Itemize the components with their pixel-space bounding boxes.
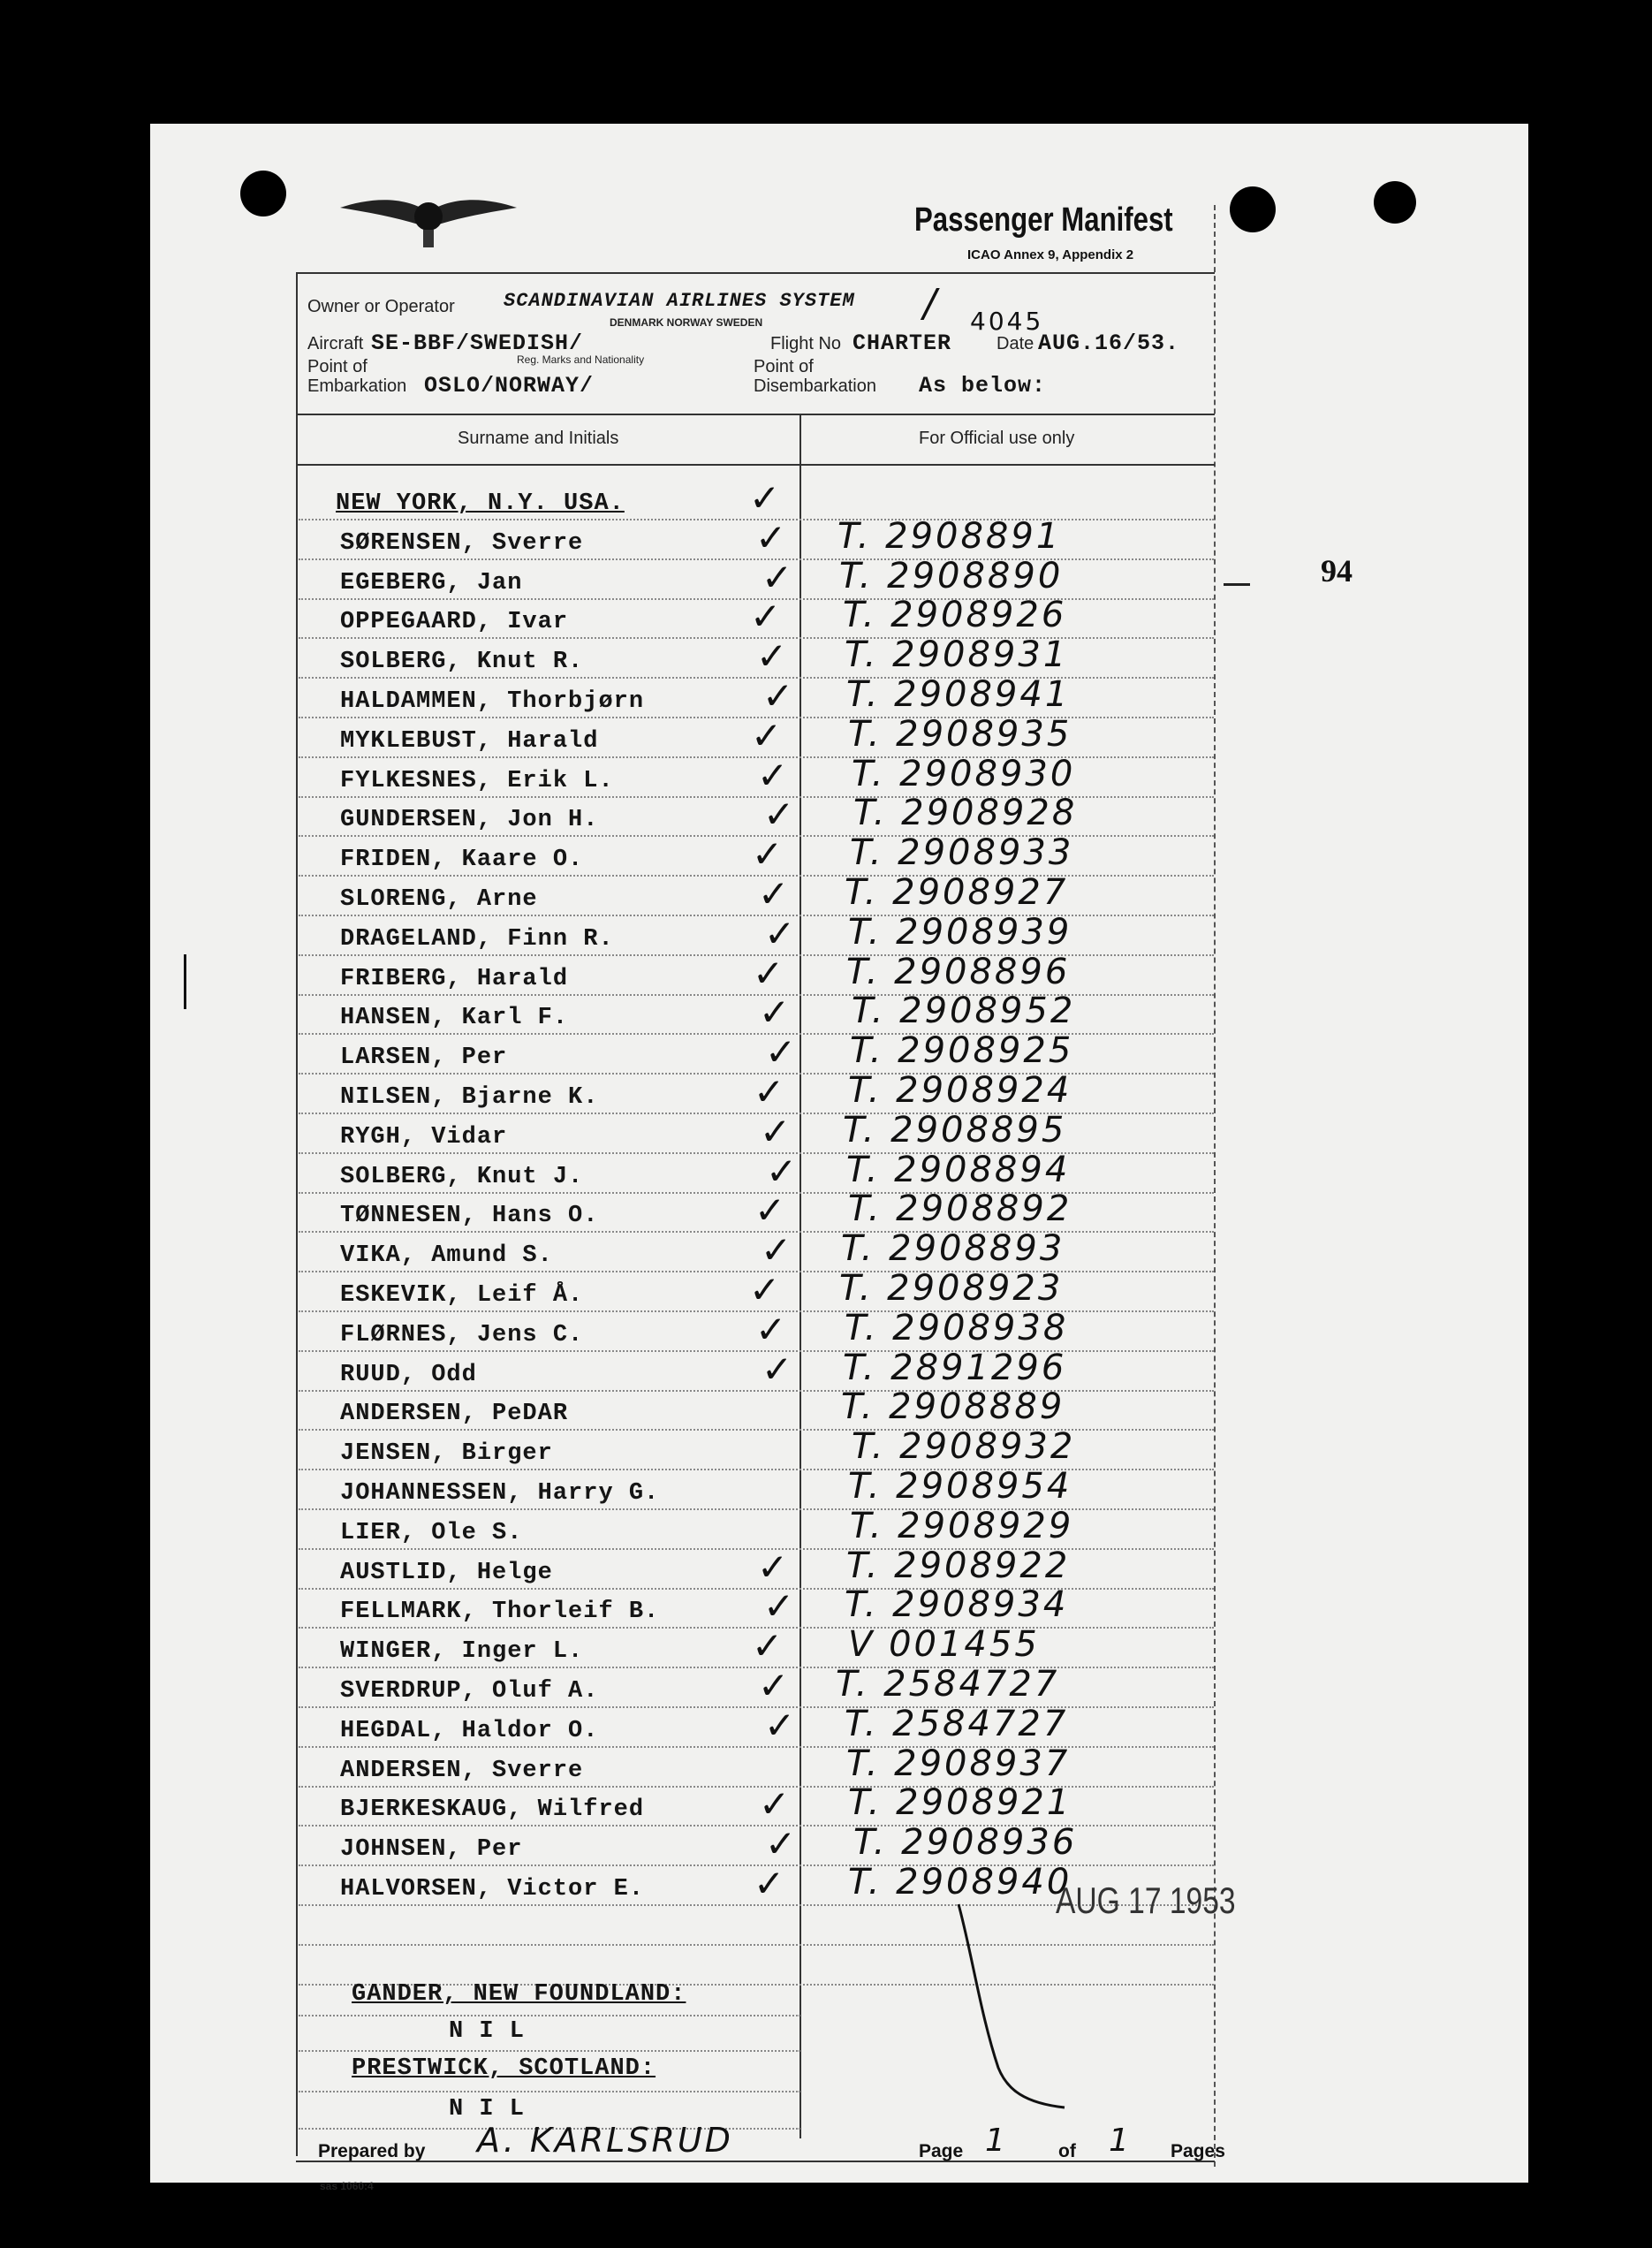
punch-hole-left bbox=[240, 171, 286, 216]
stop-line-1 bbox=[299, 2015, 800, 2016]
stop-line-2 bbox=[299, 2050, 800, 2052]
check-mark-icon: ✓ bbox=[753, 951, 784, 995]
passenger-name: BJERKESKAUG, Wilfred bbox=[340, 1796, 645, 1824]
passenger-name: ANDERSEN, Sverre bbox=[340, 1757, 584, 1784]
row-line bbox=[299, 1588, 1214, 1590]
check-mark-icon: ✓ bbox=[754, 1070, 785, 1113]
owner-subtext: DENMARK NORWAY SWEDEN bbox=[610, 316, 763, 329]
page-subtitle: ICAO Annex 9, Appendix 2 bbox=[967, 247, 1134, 262]
check-mark-icon: ✓ bbox=[760, 1109, 792, 1153]
passenger-name: JENSEN, Birger bbox=[340, 1440, 553, 1468]
flight-label: Flight No bbox=[770, 334, 842, 353]
aircraft-subtext: Reg. Marks and Nationality bbox=[517, 353, 645, 366]
row-line bbox=[299, 1706, 1214, 1708]
check-mark-icon: ✓ bbox=[754, 1189, 786, 1233]
date-stamp: AUG 17 1953 bbox=[1056, 1880, 1236, 1921]
margin-mark bbox=[184, 954, 186, 1009]
row-line bbox=[299, 1152, 1214, 1154]
check-mark-icon: ✓ bbox=[765, 1822, 797, 1866]
passenger-name: SOLBERG, Knut R. bbox=[340, 649, 584, 676]
row-line bbox=[299, 1033, 1214, 1035]
embark-label-1: Point of bbox=[307, 357, 368, 376]
passenger-name: LARSEN, Per bbox=[340, 1044, 508, 1072]
passenger-name: SLORENG, Arne bbox=[340, 886, 538, 913]
passenger-name: NILSEN, Bjarne K. bbox=[340, 1084, 599, 1111]
row-line bbox=[299, 1786, 1214, 1788]
ticket-number: T. 2908928 bbox=[853, 793, 1078, 834]
ticket-number: T. 2908933 bbox=[850, 832, 1074, 874]
check-mark-icon: ✓ bbox=[762, 1347, 793, 1391]
check-mark-icon: ✓ bbox=[752, 832, 784, 877]
prepared-signature: A. KARLSRUD bbox=[477, 2121, 733, 2160]
stop-1-value: N I L bbox=[449, 2018, 526, 2045]
column-header-official: For Official use only bbox=[919, 429, 1075, 448]
row-line bbox=[299, 1548, 1214, 1550]
ticket-number: T. 2908931 bbox=[845, 634, 1069, 676]
check-mark-icon: ✓ bbox=[754, 1862, 785, 1905]
aircraft-value: SE-BBF/SWEDISH/ bbox=[371, 330, 584, 356]
column-divider bbox=[799, 415, 801, 2138]
passenger-name: FYLKESNES, Erik L. bbox=[340, 767, 614, 794]
passenger-name: MYKLEBUST, Harald bbox=[340, 727, 599, 755]
check-mark-icon: ✓ bbox=[762, 555, 793, 599]
ticket-number: T. 2908921 bbox=[848, 1782, 1072, 1824]
ticket-number: T. 2908889 bbox=[841, 1386, 1065, 1428]
perforated-edge bbox=[1214, 205, 1216, 2167]
aircraft-label: Aircraft bbox=[307, 334, 364, 353]
punch-hole-far-right bbox=[1374, 181, 1416, 224]
stop-2-value: N I L bbox=[449, 2096, 526, 2123]
stop-2-place: PRESTWICK, SCOTLAND: bbox=[352, 2055, 656, 2082]
check-mark-icon: ✓ bbox=[755, 1307, 787, 1351]
winged-logo-icon bbox=[340, 177, 517, 256]
check-mark-icon: ✓ bbox=[755, 515, 787, 559]
ticket-number: T. 2908891 bbox=[837, 515, 1062, 557]
check-mark-icon: ✓ bbox=[761, 1228, 792, 1272]
embark-label-2: Embarkation bbox=[307, 376, 407, 396]
margin-page-number: 94 bbox=[1321, 553, 1353, 589]
passenger-name: GUNDERSEN, Jon H. bbox=[340, 807, 599, 834]
check-mark-icon: ✓ bbox=[764, 1703, 796, 1747]
ticket-number: T. 2891296 bbox=[843, 1347, 1067, 1388]
ticket-number: T. 2908935 bbox=[848, 713, 1072, 755]
check-mark-icon: ✓ bbox=[762, 674, 794, 718]
passenger-name: TØNNESEN, Hans O. bbox=[340, 1203, 599, 1230]
check-mark-icon: ✓ bbox=[763, 1584, 795, 1629]
ticket-number: T. 2908923 bbox=[839, 1268, 1064, 1309]
ticket-number: T. 2908926 bbox=[843, 595, 1067, 636]
header-rule bbox=[296, 414, 1215, 415]
ticket-number: T. 2908940 bbox=[848, 1862, 1072, 1902]
row-line bbox=[299, 915, 1214, 916]
column-header-rule bbox=[296, 464, 1215, 466]
passenger-name: SØRENSEN, Sverre bbox=[340, 529, 584, 557]
ticket-number: T. 2908932 bbox=[852, 1426, 1076, 1468]
passenger-name: ESKEVIK, Leif Å. bbox=[340, 1282, 584, 1309]
date-label: Date bbox=[997, 334, 1034, 353]
column-header-names: Surname and Initials bbox=[458, 429, 619, 448]
page-value: 1 bbox=[985, 2123, 1008, 2159]
footer-rule bbox=[296, 2161, 1215, 2162]
row-line bbox=[299, 1508, 1214, 1510]
ticket-number: T. 2908954 bbox=[848, 1466, 1072, 1507]
passenger-name: JOHANNESSEN, Harry G. bbox=[340, 1480, 660, 1507]
ticket-number: T. 2908938 bbox=[845, 1307, 1069, 1348]
ink-scribble bbox=[954, 1900, 1069, 2112]
prepared-label: Prepared by bbox=[318, 2141, 426, 2161]
ticket-number: T. 2908939 bbox=[848, 911, 1072, 953]
check-mark-icon: ✓ bbox=[756, 634, 788, 679]
check-mark-icon: ✓ bbox=[750, 595, 782, 639]
check-mark-icon: ✓ bbox=[765, 1030, 797, 1075]
punch-hole-right bbox=[1230, 186, 1276, 232]
ticket-number: T. 2908896 bbox=[846, 951, 1071, 992]
of-label: of bbox=[1058, 2141, 1076, 2161]
check-mark-icon: ✓ bbox=[758, 872, 790, 915]
passenger-name: HALDAMMEN, Thorbjørn bbox=[340, 688, 645, 715]
ticket-number: T. 2908937 bbox=[846, 1743, 1071, 1784]
passenger-name: FLØRNES, Jens C. bbox=[340, 1321, 584, 1348]
disembark-label-1: Point of bbox=[754, 357, 814, 376]
check-mark-icon: ✓ bbox=[751, 713, 783, 757]
passenger-name: OPPEGAARD, Ivar bbox=[340, 609, 569, 636]
ticket-number: T. 2908922 bbox=[846, 1545, 1071, 1586]
form-number: sas 1060:4 bbox=[320, 2180, 374, 2192]
ticket-number: T. 2908941 bbox=[846, 674, 1071, 715]
ticket-number: V 001455 bbox=[848, 1624, 1040, 1666]
flight-value: CHARTER bbox=[853, 330, 952, 356]
disembark-label-2: Disembarkation bbox=[754, 376, 876, 396]
owner-label: Owner or Operator bbox=[307, 297, 455, 316]
ticket-number: T. 2908895 bbox=[843, 1109, 1067, 1151]
stop-1-place: GANDER, NEW FOUNDLAND: bbox=[352, 1981, 686, 2008]
passenger-name: HEGDAL, Haldor O. bbox=[340, 1717, 599, 1744]
check-mark-icon: ✓ bbox=[749, 476, 781, 520]
check-mark-icon: ✓ bbox=[759, 991, 791, 1035]
ticket-number: T. 2908934 bbox=[845, 1584, 1069, 1626]
passenger-name: RYGH, Vidar bbox=[340, 1123, 508, 1151]
ticket-number: T. 2908894 bbox=[846, 1149, 1071, 1190]
passenger-name: SVERDRUP, Oluf A. bbox=[340, 1678, 599, 1705]
passenger-name: DRAGELAND, Finn R. bbox=[340, 925, 614, 953]
page-title: Passenger Manifest bbox=[914, 201, 1173, 239]
page-label: Page bbox=[919, 2141, 964, 2161]
passenger-name: HALVORSEN, Victor E. bbox=[340, 1876, 645, 1902]
ticket-number: T. 2908892 bbox=[848, 1189, 1072, 1230]
ticket-number: T. 2908929 bbox=[850, 1505, 1074, 1546]
of-value: 1 bbox=[1109, 2123, 1132, 2159]
check-mark-icon: ✓ bbox=[757, 1545, 789, 1589]
check-mark-icon: ✓ bbox=[749, 1268, 781, 1311]
passenger-name: AUSTLID, Helge bbox=[340, 1559, 553, 1586]
ticket-number: T. 2908930 bbox=[852, 753, 1076, 794]
check-mark-icon: ✓ bbox=[758, 1664, 790, 1707]
passenger-name: FELLMARK, Thorleif B. bbox=[340, 1599, 660, 1626]
check-mark-icon: ✓ bbox=[766, 1149, 798, 1193]
ticket-number: T. 2584727 bbox=[836, 1664, 1060, 1705]
row-line bbox=[299, 1469, 1214, 1470]
passenger-name: SOLBERG, Knut J. bbox=[340, 1163, 584, 1190]
row-line bbox=[299, 1390, 1214, 1392]
stop-line-3 bbox=[299, 2091, 800, 2092]
passenger-name: ANDERSEN, PeDAR bbox=[340, 1401, 569, 1428]
passenger-name: VIKA, Amund S. bbox=[340, 1242, 553, 1270]
ticket-number: T. 2908927 bbox=[845, 872, 1069, 913]
check-mark-icon: ✓ bbox=[752, 1624, 784, 1668]
passenger-name: WINGER, Inger L. bbox=[340, 1638, 584, 1666]
owner-mark: / bbox=[923, 281, 939, 326]
check-mark-icon: ✓ bbox=[759, 1782, 791, 1826]
passenger-name: FRIDEN, Kaare O. bbox=[340, 847, 584, 874]
ticket-number: T. 2908890 bbox=[839, 555, 1064, 596]
pages-label: Pages bbox=[1171, 2141, 1225, 2161]
check-mark-icon: ✓ bbox=[764, 911, 796, 955]
row-line-empty bbox=[299, 1944, 1214, 1946]
passenger-name: JOHNSEN, Per bbox=[340, 1836, 523, 1864]
ticket-number: T. 2908936 bbox=[853, 1822, 1078, 1864]
ticket-number: T. 2584727 bbox=[845, 1703, 1069, 1744]
passenger-name: LIER, Ole S. bbox=[340, 1519, 523, 1546]
passenger-name: HANSEN, Karl F. bbox=[340, 1005, 569, 1032]
passenger-name: RUUD, Odd bbox=[340, 1361, 477, 1388]
ticket-number: T. 2908925 bbox=[850, 1030, 1074, 1072]
row-line bbox=[299, 1429, 1214, 1431]
ticket-number: T. 2908893 bbox=[841, 1228, 1065, 1270]
owner-value: SCANDINAVIAN AIRLINES SYSTEM bbox=[504, 290, 855, 312]
left-border bbox=[296, 272, 298, 2156]
passenger-name: FRIBERG, Harald bbox=[340, 965, 569, 992]
destination-heading: NEW YORK, N.Y. USA. bbox=[336, 490, 625, 517]
passenger-name: EGEBERG, Jan bbox=[340, 569, 523, 596]
check-mark-icon: ✓ bbox=[757, 753, 789, 797]
flight-number-handwritten: 4045 bbox=[970, 307, 1044, 336]
date-value: AUG.16/53. bbox=[1038, 330, 1180, 356]
margin-dash bbox=[1224, 583, 1250, 586]
embark-value: OSLO/NORWAY/ bbox=[424, 373, 595, 399]
top-rule bbox=[296, 272, 1215, 274]
row-line bbox=[299, 1746, 1214, 1748]
ticket-number: T. 2908952 bbox=[852, 991, 1076, 1032]
check-mark-icon: ✓ bbox=[763, 793, 795, 837]
ticket-number: T. 2908924 bbox=[848, 1070, 1072, 1111]
disembark-value: As below: bbox=[919, 373, 1047, 399]
